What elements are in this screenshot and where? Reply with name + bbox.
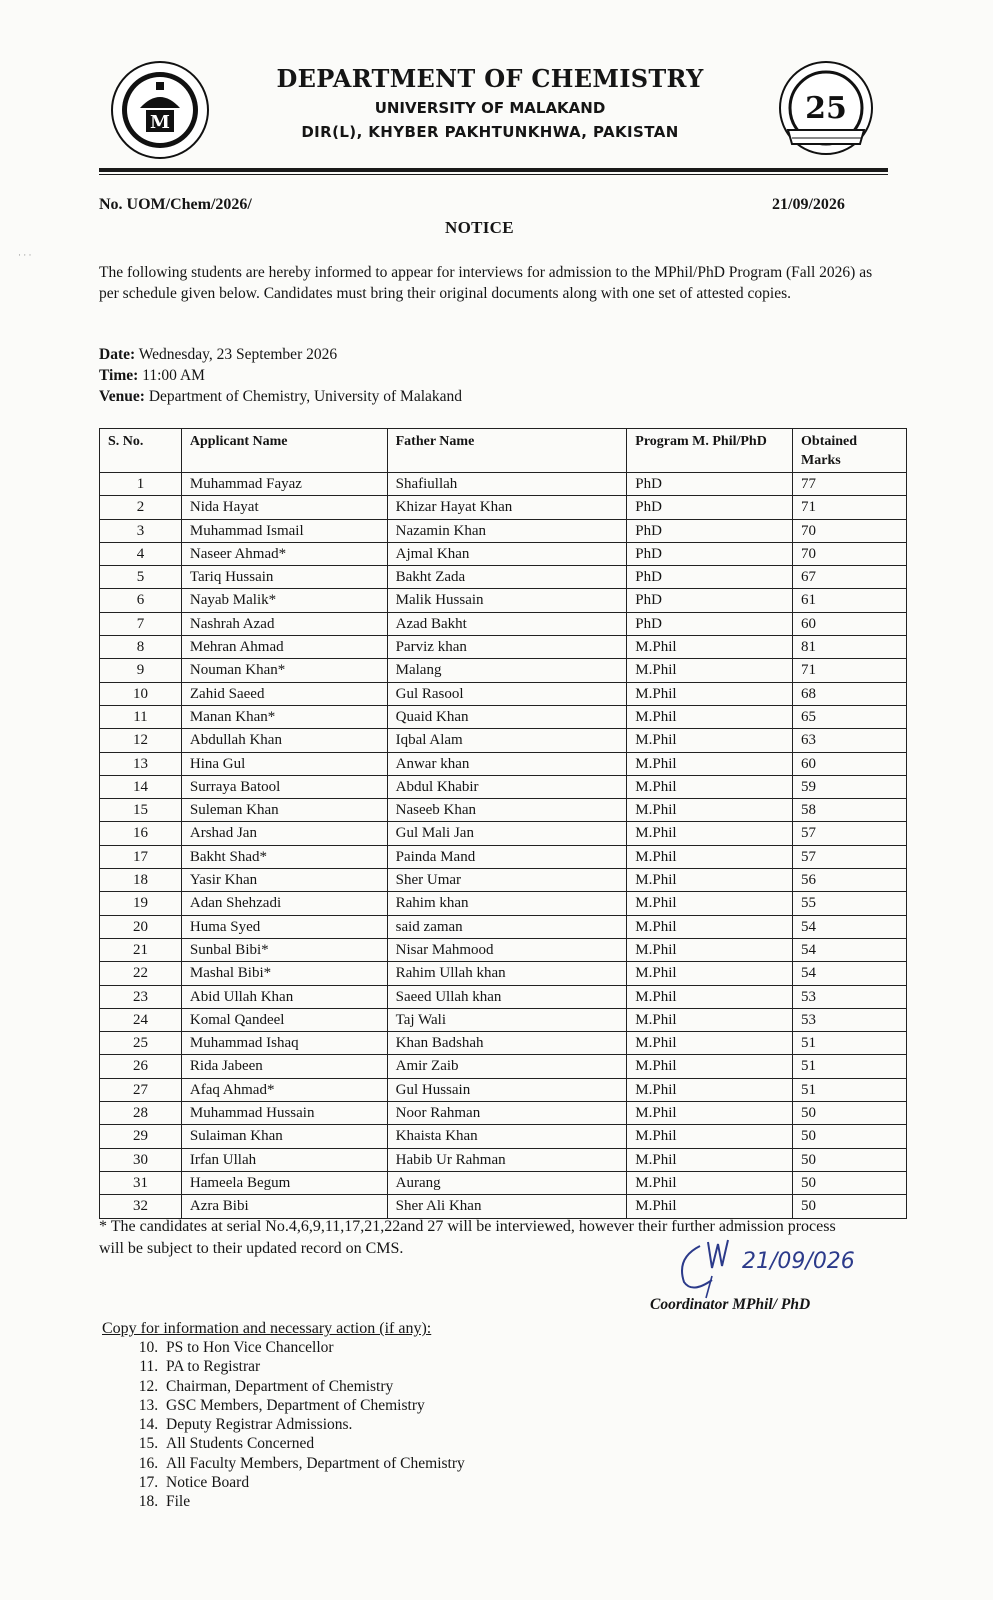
program-cell: M.Phil	[627, 1195, 793, 1218]
applicant-name-cell: Nouman Khan*	[181, 659, 387, 682]
copy-to-item: 10. PS to Hon Vice Chancellor	[162, 1338, 465, 1357]
program-cell: M.Phil	[627, 1171, 793, 1194]
table-row	[100, 1008, 907, 1031]
copy-to-list	[130, 1338, 465, 1512]
table-row	[100, 496, 907, 519]
serial-number-cell: 5	[100, 566, 182, 589]
marks-cell: 70	[793, 519, 907, 542]
applicant-name-cell: Abdullah Khan	[181, 729, 387, 752]
father-name-cell: Rahim Ullah khan	[387, 962, 627, 985]
coordinator-designation: Coordinator MPhil/ PhD	[650, 1296, 811, 1313]
applicant-name-cell: Sulaiman Khan	[181, 1125, 387, 1148]
serial-number-cell: 30	[100, 1148, 182, 1171]
copy-to-item: 16. All Faculty Members, Department of Chemistry	[162, 1454, 465, 1473]
marks-cell: 61	[793, 589, 907, 612]
table-row	[100, 938, 907, 961]
applicant-name-cell: Muhammad Ismail	[181, 519, 387, 542]
venue-value: Department of Chemistry, University of Malakand	[148, 388, 463, 405]
program-cell: M.Phil	[627, 962, 793, 985]
applicant-name-cell: Muhammad Hussain	[181, 1102, 387, 1125]
father-name-cell: Taj Wali	[387, 1008, 627, 1031]
copy-to-item: 17. Notice Board	[162, 1473, 465, 1492]
marks-cell: 59	[793, 775, 907, 798]
table-row	[100, 473, 907, 496]
program-cell: M.Phil	[627, 938, 793, 961]
serial-number-cell: 27	[100, 1078, 182, 1101]
father-name-cell: Amir Zaib	[387, 1055, 627, 1078]
applicant-name-cell: Sunbal Bibi*	[181, 938, 387, 961]
marks-cell: 60	[793, 612, 907, 635]
marks-cell: 53	[793, 985, 907, 1008]
table-row	[100, 636, 907, 659]
marks-cell: 54	[793, 938, 907, 961]
copy-to-item: 18. File	[162, 1492, 465, 1511]
father-name-cell: Painda Mand	[387, 845, 627, 868]
university-name: UNIVERSITY OF MALAKAND	[374, 99, 606, 117]
serial-number-cell: 7	[100, 612, 182, 635]
serial-number-cell: 2	[100, 496, 182, 519]
serial-number-cell: 29	[100, 1125, 182, 1148]
column-header: Program M. Phil/PhD	[627, 429, 793, 473]
applicant-name-cell: Tariq Hussain	[181, 566, 387, 589]
notice-intro: The following students are hereby informed to appear for interviews for admission to the MPhil/PhD Program (Fall 2026) as per schedule given below. Candidates must bring their original documents along with one set of attested copies.	[99, 264, 873, 302]
marks-cell: 50	[793, 1195, 907, 1218]
program-cell: M.Phil	[627, 775, 793, 798]
signature-date: 21/09/026	[742, 1249, 855, 1274]
copy-to-item: 11. PA to Registrar	[162, 1357, 465, 1376]
table-row	[100, 682, 907, 705]
program-cell: M.Phil	[627, 1125, 793, 1148]
father-name-cell: Gul Hussain	[387, 1078, 627, 1101]
marks-cell: 65	[793, 705, 907, 728]
program-cell: M.Phil	[627, 799, 793, 822]
marks-cell: 53	[793, 1008, 907, 1031]
father-name-cell: Habib Ur Rahman	[387, 1148, 627, 1171]
column-header: S. No.	[100, 429, 182, 473]
serial-number-cell: 23	[100, 985, 182, 1008]
marks-cell: 51	[793, 1032, 907, 1055]
header-divider	[99, 168, 888, 172]
table-row	[100, 799, 907, 822]
program-cell: PhD	[627, 519, 793, 542]
applicant-name-cell: Azra Bibi	[181, 1195, 387, 1218]
program-cell: M.Phil	[627, 1148, 793, 1171]
serial-number-cell: 3	[100, 519, 182, 542]
program-cell: M.Phil	[627, 822, 793, 845]
table-row	[100, 542, 907, 565]
copy-to-item: 15. All Students Concerned	[162, 1434, 465, 1453]
father-name-cell: Gul Mali Jan	[387, 822, 627, 845]
program-cell: PhD	[627, 473, 793, 496]
father-name-cell: Sher Umar	[387, 869, 627, 892]
serial-number-cell: 16	[100, 822, 182, 845]
scan-speck: · · ·	[18, 250, 32, 260]
serial-number-cell: 28	[100, 1102, 182, 1125]
father-name-cell: Bakht Zada	[387, 566, 627, 589]
applicant-name-cell: Mehran Ahmad	[181, 636, 387, 659]
applicant-name-cell: Zahid Saeed	[181, 682, 387, 705]
applicant-name-cell: Yasir Khan	[181, 869, 387, 892]
applicant-name-cell: Muhammad Fayaz	[181, 473, 387, 496]
father-name-cell: Quaid Khan	[387, 705, 627, 728]
program-cell: M.Phil	[627, 845, 793, 868]
serial-number-cell: 13	[100, 752, 182, 775]
applicant-name-cell: Abid Ullah Khan	[181, 985, 387, 1008]
applicants-table	[99, 428, 907, 1219]
date-label: Date:	[99, 346, 136, 363]
table-row	[100, 1125, 907, 1148]
serial-number-cell: 31	[100, 1171, 182, 1194]
table-row	[100, 1102, 907, 1125]
table-row	[100, 729, 907, 752]
department-name: DEPARTMENT OF CHEMISTRY	[276, 64, 704, 93]
applicant-name-cell: Mashal Bibi*	[181, 962, 387, 985]
table-row	[100, 752, 907, 775]
program-cell: M.Phil	[627, 915, 793, 938]
father-name-cell: Khan Badshah	[387, 1032, 627, 1055]
applicant-name-cell: Surraya Batool	[181, 775, 387, 798]
father-name-cell: Malang	[387, 659, 627, 682]
marks-cell: 63	[793, 729, 907, 752]
table-body	[100, 473, 907, 1219]
table-row	[100, 659, 907, 682]
table-row	[100, 566, 907, 589]
program-cell: M.Phil	[627, 752, 793, 775]
table-header-row	[100, 429, 907, 473]
footnote: * The candidates at serial No.4,6,9,11,17,21,22and 27 will be interviewed, however their further admission process will be subject to their updated record on CMS.	[99, 1218, 836, 1257]
table-row	[100, 915, 907, 938]
program-cell: M.Phil	[627, 729, 793, 752]
marks-cell: 50	[793, 1171, 907, 1194]
applicant-name-cell: Nashrah Azad	[181, 612, 387, 635]
applicant-name-cell: Suleman Khan	[181, 799, 387, 822]
serial-number-cell: 9	[100, 659, 182, 682]
handwritten-signature	[672, 1228, 862, 1300]
university-seal-icon	[110, 60, 210, 160]
applicant-name-cell: Arshad Jan	[181, 822, 387, 845]
applicant-name-cell: Komal Qandeel	[181, 1008, 387, 1031]
marks-cell: 67	[793, 566, 907, 589]
marks-cell: 77	[793, 473, 907, 496]
father-name-cell: Khizar Hayat Khan	[387, 496, 627, 519]
applicant-name-cell: Hina Gul	[181, 752, 387, 775]
marks-cell: 60	[793, 752, 907, 775]
applicant-name-cell: Nayab Malik*	[181, 589, 387, 612]
table-row	[100, 775, 907, 798]
marks-cell: 54	[793, 962, 907, 985]
father-name-cell: Nazamin Khan	[387, 519, 627, 542]
father-name-cell: Khaista Khan	[387, 1125, 627, 1148]
marks-cell: 68	[793, 682, 907, 705]
marks-cell: 54	[793, 915, 907, 938]
table-row	[100, 845, 907, 868]
applicant-name-cell: Huma Syed	[181, 915, 387, 938]
program-cell: PhD	[627, 612, 793, 635]
svg-text:25: 25	[805, 91, 847, 126]
marks-cell: 56	[793, 869, 907, 892]
program-cell: PhD	[627, 566, 793, 589]
marks-cell: 50	[793, 1102, 907, 1125]
serial-number-cell: 12	[100, 729, 182, 752]
serial-number-cell: 15	[100, 799, 182, 822]
applicant-name-cell: Adan Shehzadi	[181, 892, 387, 915]
marks-cell: 51	[793, 1055, 907, 1078]
marks-cell: 50	[793, 1148, 907, 1171]
serial-number-cell: 1	[100, 473, 182, 496]
table-row	[100, 962, 907, 985]
father-name-cell: Iqbal Alam	[387, 729, 627, 752]
time-value: 11:00 AM	[142, 367, 205, 384]
father-name-cell: Anwar khan	[387, 752, 627, 775]
serial-number-cell: 11	[100, 705, 182, 728]
applicant-name-cell: Rida Jabeen	[181, 1055, 387, 1078]
program-cell: M.Phil	[627, 1032, 793, 1055]
marks-cell: 58	[793, 799, 907, 822]
marks-cell: 55	[793, 892, 907, 915]
father-name-cell: Rahim khan	[387, 892, 627, 915]
marks-cell: 81	[793, 636, 907, 659]
table-row	[100, 1078, 907, 1101]
applicant-name-cell: Naseer Ahmad*	[181, 542, 387, 565]
father-name-cell: Aurang	[387, 1171, 627, 1194]
table-row	[100, 1195, 907, 1218]
program-cell: M.Phil	[627, 1055, 793, 1078]
table-row	[100, 1171, 907, 1194]
copy-to-item: 13. GSC Members, Department of Chemistry	[162, 1396, 465, 1415]
serial-number-cell: 19	[100, 892, 182, 915]
table-row	[100, 612, 907, 635]
table-row	[100, 1055, 907, 1078]
father-name-cell: Nisar Mahmood	[387, 938, 627, 961]
serial-number-cell: 24	[100, 1008, 182, 1031]
applicant-name-cell: Manan Khan*	[181, 705, 387, 728]
serial-number-cell: 20	[100, 915, 182, 938]
serial-number-cell: 14	[100, 775, 182, 798]
father-name-cell: Saeed Ullah khan	[387, 985, 627, 1008]
father-name-cell: Noor Rahman	[387, 1102, 627, 1125]
program-cell: PhD	[627, 542, 793, 565]
applicant-name-cell: Hameela Begum	[181, 1171, 387, 1194]
university-address: DIR(L), KHYBER PAKHTUNKHWA, PAKISTAN	[301, 123, 679, 141]
father-name-cell: Shafiullah	[387, 473, 627, 496]
column-header: Obtained Marks	[793, 429, 907, 473]
applicant-name-cell: Bakht Shad*	[181, 845, 387, 868]
program-cell: PhD	[627, 496, 793, 519]
program-cell: M.Phil	[627, 682, 793, 705]
reference-number: No. UOM/Chem/2026/	[99, 196, 252, 213]
father-name-cell: Abdul Khabir	[387, 775, 627, 798]
table-row	[100, 519, 907, 542]
serial-number-cell: 22	[100, 962, 182, 985]
marks-cell: 71	[793, 659, 907, 682]
program-cell: M.Phil	[627, 985, 793, 1008]
table-row	[100, 869, 907, 892]
notice-title: NOTICE	[445, 218, 514, 237]
interview-venue	[99, 388, 462, 406]
serial-number-cell: 6	[100, 589, 182, 612]
marks-cell: 71	[793, 496, 907, 519]
table-row	[100, 985, 907, 1008]
father-name-cell: Malik Hussain	[387, 589, 627, 612]
applicant-name-cell: Irfan Ullah	[181, 1148, 387, 1171]
program-cell: M.Phil	[627, 869, 793, 892]
silver-jubilee-emblem-icon	[774, 58, 879, 163]
applicant-name-cell: Afaq Ahmad*	[181, 1078, 387, 1101]
father-name-cell: Ajmal Khan	[387, 542, 627, 565]
serial-number-cell: 25	[100, 1032, 182, 1055]
copy-to-title: Copy for information and necessary action (if any):	[102, 1320, 432, 1337]
table-row	[100, 822, 907, 845]
table-row	[100, 892, 907, 915]
program-cell: M.Phil	[627, 1008, 793, 1031]
program-cell: PhD	[627, 589, 793, 612]
program-cell: M.Phil	[627, 1102, 793, 1125]
marks-cell: 57	[793, 822, 907, 845]
interview-time	[99, 367, 205, 385]
marks-cell: 57	[793, 845, 907, 868]
marks-cell: 70	[793, 542, 907, 565]
father-name-cell: Azad Bakht	[387, 612, 627, 635]
father-name-cell: Parviz khan	[387, 636, 627, 659]
father-name-cell: Naseeb Khan	[387, 799, 627, 822]
father-name-cell: Gul Rasool	[387, 682, 627, 705]
serial-number-cell: 10	[100, 682, 182, 705]
serial-number-cell: 4	[100, 542, 182, 565]
serial-number-cell: 26	[100, 1055, 182, 1078]
table-row	[100, 1032, 907, 1055]
applicant-name-cell: Muhammad Ishaq	[181, 1032, 387, 1055]
column-header: Father Name	[387, 429, 627, 473]
father-name-cell: Sher Ali Khan	[387, 1195, 627, 1218]
serial-number-cell: 21	[100, 938, 182, 961]
header-divider-thin	[99, 174, 888, 175]
table-row	[100, 705, 907, 728]
time-label: Time:	[99, 367, 139, 384]
column-header: Applicant Name	[181, 429, 387, 473]
marks-cell: 50	[793, 1125, 907, 1148]
program-cell: M.Phil	[627, 705, 793, 728]
applicant-name-cell: Nida Hayat	[181, 496, 387, 519]
copy-to-item: 12. Chairman, Department of Chemistry	[162, 1377, 465, 1396]
interview-date	[99, 346, 337, 364]
program-cell: M.Phil	[627, 892, 793, 915]
venue-label: Venue:	[99, 388, 145, 405]
table-row	[100, 1148, 907, 1171]
table-row	[100, 589, 907, 612]
serial-number-cell: 17	[100, 845, 182, 868]
notice-date: 21/09/2026	[772, 196, 845, 213]
father-name-cell: said zaman	[387, 915, 627, 938]
serial-number-cell: 32	[100, 1195, 182, 1218]
copy-to-item: 14. Deputy Registrar Admissions.	[162, 1415, 465, 1434]
marks-cell: 51	[793, 1078, 907, 1101]
serial-number-cell: 18	[100, 869, 182, 892]
letterhead	[230, 64, 750, 141]
program-cell: M.Phil	[627, 659, 793, 682]
program-cell: M.Phil	[627, 1078, 793, 1101]
program-cell: M.Phil	[627, 636, 793, 659]
svg-text:M: M	[150, 112, 170, 133]
date-value: Wednesday, 23 September 2026	[138, 346, 338, 363]
serial-number-cell: 8	[100, 636, 182, 659]
